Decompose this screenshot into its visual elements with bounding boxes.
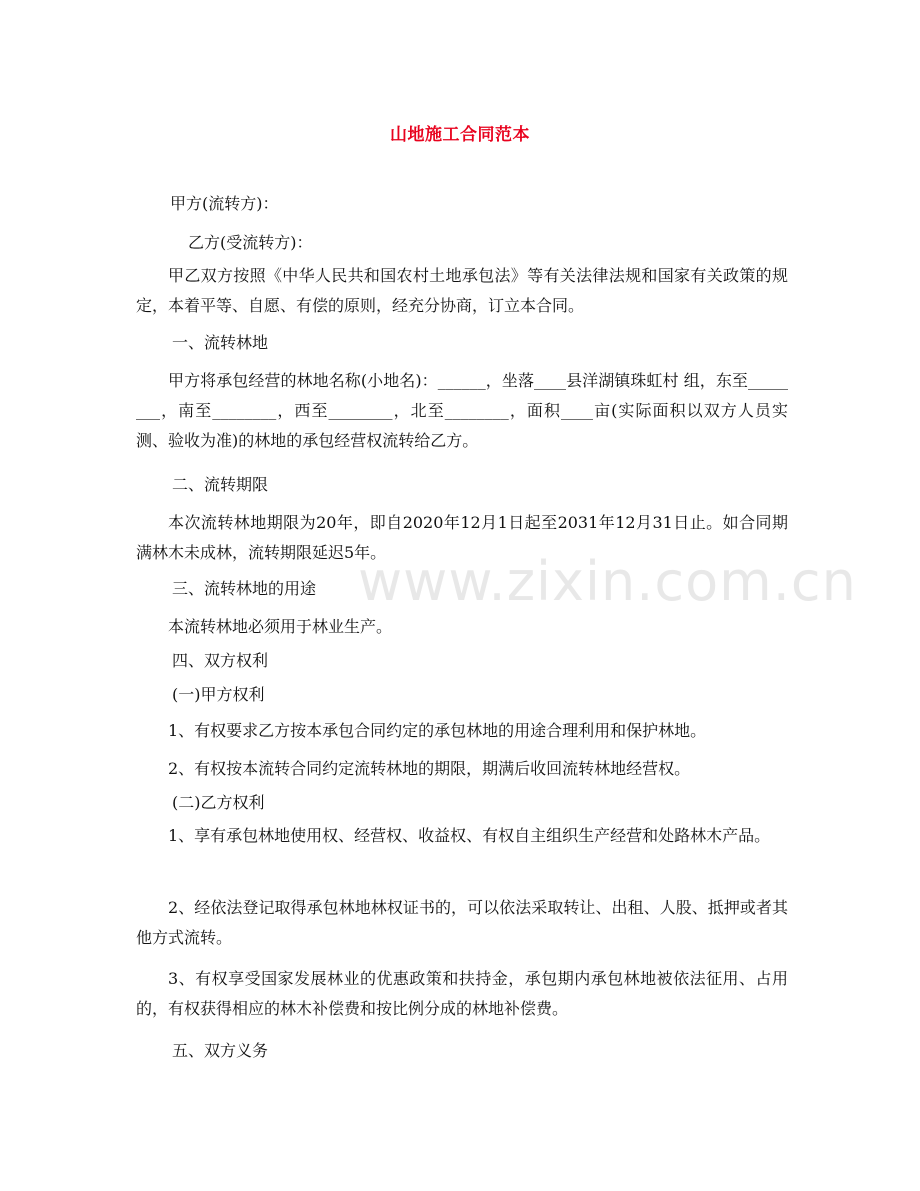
party-b-line: 乙方(受流转方)： xyxy=(188,233,313,252)
section-heading-1: 一、流转林地 xyxy=(172,333,269,352)
watermark: www.zixin.com.cn xyxy=(358,550,857,613)
subheading-party-a-rights: (一)甲方权利 xyxy=(172,685,265,704)
party-a-right-1: 1、有权要求乙方按本承包合同约定的承包林地的用途合理利用和保护林地。 xyxy=(168,721,707,740)
party-a-right-2: 2、有权按本流转合同约定流转林地的期限，期满后收回流转林地经营权。 xyxy=(168,759,691,778)
section-3-paragraph: 本流转林地必须用于林业生产。 xyxy=(168,617,393,636)
section-heading-4: 四、双方权利 xyxy=(172,651,269,670)
document-title: 山地施工合同范本 xyxy=(390,125,530,145)
section-2-paragraph: 本次流转林地期限为20年，即自2020年12月1日起至2031年12月31日止。如合同期满林木未成林，流转期限延迟5年。 xyxy=(136,513,788,562)
party-b-right-2: 2、经依法登记取得承包林地林权证书的，可以依法采取转让、出租、人股、抵押或者其他方式流转。 xyxy=(136,898,788,947)
section-heading-5: 五、双方义务 xyxy=(172,1041,269,1060)
party-a-line: 甲方(流转方)： xyxy=(170,194,279,213)
section-heading-2: 二、流转期限 xyxy=(172,475,269,494)
section-heading-3: 三、流转林地的用途 xyxy=(172,579,317,598)
preamble-paragraph: 甲乙双方按照《中华人民共和国农村土地承包法》等有关法律法规和国家有关政策的规定，本着平等、自愿、有偿的原则，经充分协商，订立本合同。 xyxy=(136,266,788,315)
party-b-right-3: 3、有权享受国家发展林业的优惠政策和扶持金，承包期内承包林地被依法征用、占用的，有权获得相应的林木补偿费和按比例分成的林地补偿费。 xyxy=(136,969,788,1018)
party-b-right-1: 1、享有承包林地使用权、经营权、收益权、有权自主组织生产经营和处路林木产品。 xyxy=(168,826,771,845)
section-1-paragraph: 甲方将承包经营的林地名称(小地名)：______，坐落____县洋湖镇珠虹村 组，东至________，南至________，西至________，北至________，面积____亩(实际面积以双方人员实测、验收为准)的林地的承包经营权流转给乙方。 xyxy=(136,371,788,450)
subheading-party-b-rights: (二)乙方权利 xyxy=(172,793,265,812)
